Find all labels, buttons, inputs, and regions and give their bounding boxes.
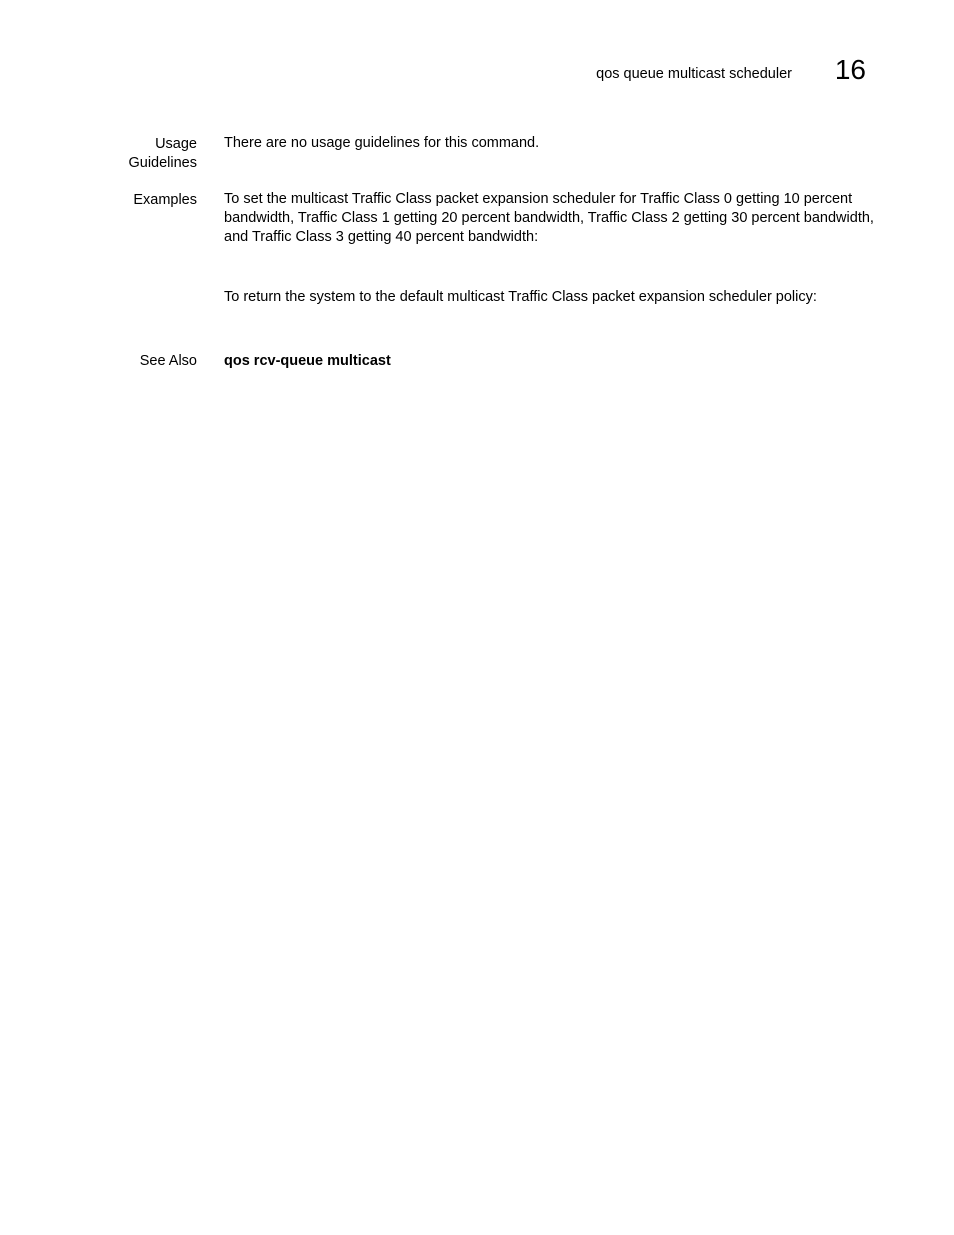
usage-guidelines-label [60,135,197,173]
running-header-title: qos queue multicast scheduler [596,66,792,82]
examples-label: Examples [133,192,197,208]
usage-label-line2: Guidelines [128,155,197,171]
usage-label-line1: Usage [155,136,197,152]
examples-paragraph-2: To return the system to the default multicast Traffic Class packet expansion scheduler policy: [224,289,817,305]
usage-guidelines-text: There are no usage guidelines for this command. [224,135,540,151]
chapter-number: 16 [834,54,866,85]
see-also-label: See Also [139,353,197,369]
examples-paragraph-1: To set the multicast Traffic Class packet expansion scheduler for Traffic Class 0 getting 10 percent bandwidth, Traffic Class 1 getting 20 percent bandwidth, Traffic Class 2 getting 30 percent bandwidth, and Traffic Class 3 getting 40 percent bandwidth: [224,191,874,245]
see-also-link-qos-rcv-queue-multicast[interactable]: qos rcv-queue multicast [224,353,391,369]
